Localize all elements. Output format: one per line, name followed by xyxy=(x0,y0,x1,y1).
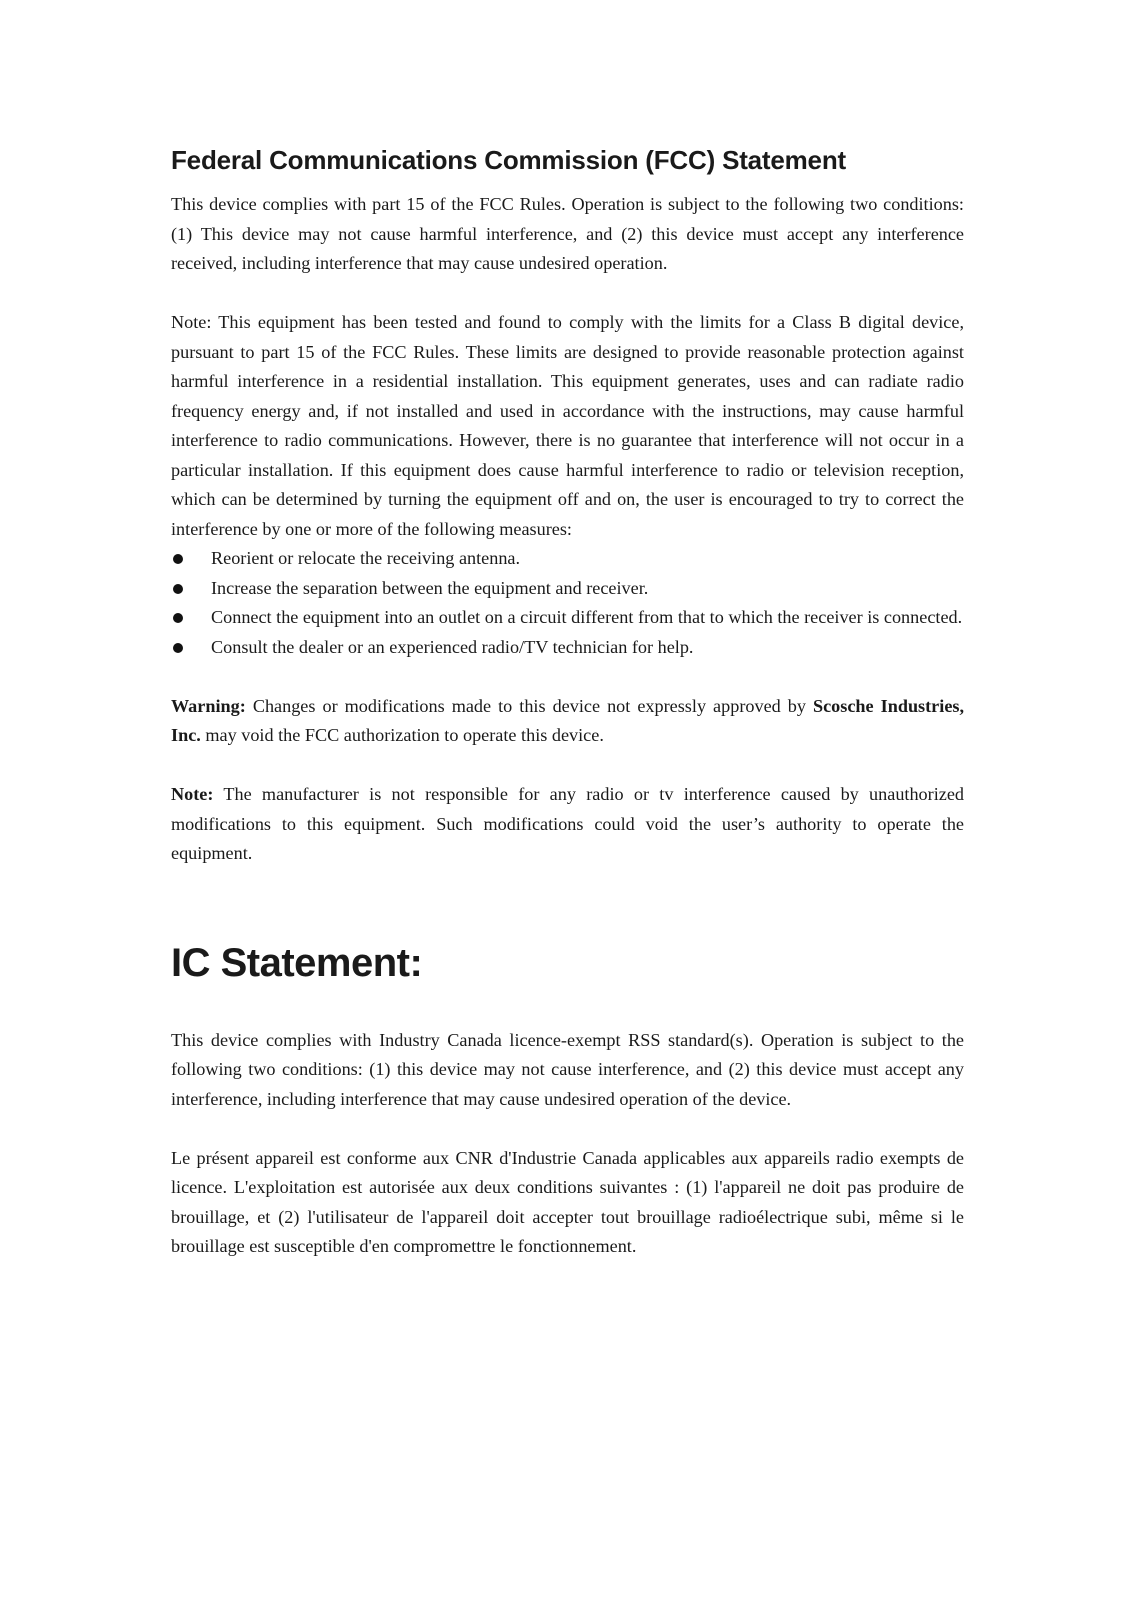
list-item xyxy=(171,633,964,663)
paragraph-spacer xyxy=(171,751,964,781)
paragraph-spacer xyxy=(171,662,964,692)
note-label: Note: xyxy=(171,784,214,804)
measure-text: Reorient or relocate the receiving antenna. xyxy=(211,548,521,568)
list-item xyxy=(171,574,964,604)
ic-french-paragraph: Le présent appareil est conforme aux CNR d'Industrie Canada applicables aux appareils radio exempts de licence. L'exploitation est autorisée aux deux conditions suivantes : (1) l'appareil ne doit pas produire de brouillage, et (2) l'utilisateur de l'appareil doit accepter tout brouillage radioélectrique subi, même si le brouillage est susceptible d'en compromettre le fonctionnement. xyxy=(171,1147,964,1256)
fcc-note2-paragraph xyxy=(171,780,964,869)
fcc-note-paragraph: Note: This equipment has been tested and found to comply with the limits for a Class B digital device, pursuant to part 15 of the FCC Rules. These limits are designed to provide reasonable protection against harmful interference in a residential installation. This equipment generates, uses and can radiate radio frequency energy and, if not installed and used in accordance with the instructions, may cause harmful interference to radio communications. However, there is no guarantee that interference will not occur in a particular installation. If this equipment does cause harmful interference to radio or television reception, which can be determined by turning the equipment off and on, the user is encouraged to try to correct the interference by one or more of the following measures: xyxy=(171,312,964,539)
warning-text-after: may void the FCC authorization to operate this device. xyxy=(200,725,604,745)
paragraph-spacer xyxy=(171,1114,964,1144)
fcc-warning-paragraph xyxy=(171,692,964,751)
fcc-statement-title: Federal Communications Commission (FCC) Statement xyxy=(171,145,846,175)
bullet-icon xyxy=(173,643,183,653)
document-page xyxy=(171,145,964,1262)
bullet-icon xyxy=(173,613,183,623)
bullet-icon xyxy=(173,554,183,564)
measure-text: Connect the equipment into an outlet on a circuit different from that to which the receiver is connected. xyxy=(211,607,963,627)
measure-text: Increase the separation between the equipment and receiver. xyxy=(211,577,649,598)
warning-text-before: Changes or modifications made to this device not expressly approved by xyxy=(245,695,813,716)
warning-label: Warning: xyxy=(171,695,246,716)
paragraph-spacer xyxy=(171,279,964,309)
note2-text: The manufacturer is not responsible for any radio or tv interference caused by unauthorized modifications to this equipment. Such modifications could void the user’s authority to operate the equipment. xyxy=(171,784,964,863)
list-item xyxy=(171,603,964,633)
list-item xyxy=(171,544,964,574)
ic-statement-title: IC Statement: xyxy=(171,940,423,985)
ic-english-paragraph: This device complies with Industry Canada licence-exempt RSS standard(s). Operation is subject to the following two conditions: (1) this device may not cause interference, and (2) this device must accept any interference, including interference that may cause undesired operation of the device. xyxy=(171,1029,964,1109)
fcc-intro-paragraph: This device complies with part 15 of the FCC Rules. Operation is subject to the following two conditions: (1) This device may not cause harmful interference, and (2) this device must accept any interference received, including interference that may cause undesired operation. xyxy=(171,194,964,273)
measure-text: Consult the dealer or an experienced radio/TV technician for help. xyxy=(211,636,694,657)
company-name: Scosche Industries, Inc. xyxy=(171,695,965,745)
bullet-icon xyxy=(173,584,183,594)
fcc-measures-list xyxy=(171,544,964,662)
